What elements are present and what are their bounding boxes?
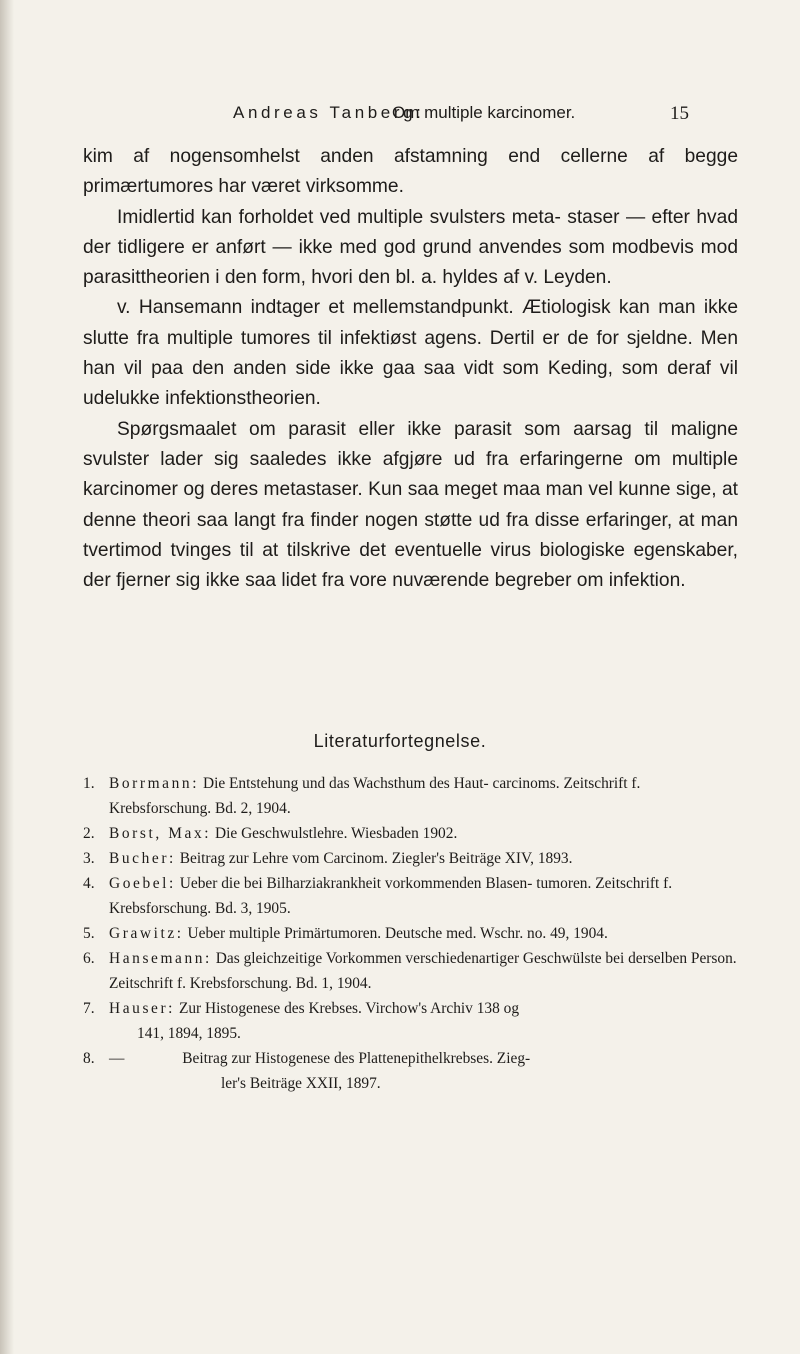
- reference-number: 4.: [83, 875, 95, 892]
- paragraph-3: v. Hansemann indtager et mellemstandpunkt. Ætiologisk kan man ikke slutte fra multiple tumores til infektiøst agens. Dertil er de for sjeldne. Men han vil paa den anden side ikke gaa saa vidt som Keding, som deraf vil udelukke infektionstheorien.: [83, 297, 738, 410]
- reference-author: Hansemann:: [109, 950, 212, 967]
- reference-author: —: [109, 1050, 125, 1067]
- reference-text: Beitrag zur Histogenese des Plattenepithelkrebses. Zieg-: [182, 1050, 531, 1067]
- reference-item: [83, 871, 739, 921]
- paragraph-2: Imidlertid kan forholdet ved multiple svulsters meta- staser — efter hvad der tidligere er anført — ikke med god grund anvendes som modbevis mod parasittheorien i den form, hvori den bl. a. hyldes af v. Leyden.: [83, 206, 738, 289]
- reference-list: [83, 771, 739, 1096]
- page-edge-shadow: [0, 0, 14, 1354]
- reference-number: 7.: [83, 1000, 95, 1017]
- running-head-author: Andreas Tanberg:: [233, 103, 425, 122]
- reference-text: Ueber multiple Primärtumoren. Deutsche med. Wschr. no. 49, 1904.: [187, 925, 608, 942]
- reference-text: Ueber die bei Bilharziakrankheit vorkommenden Blasen- tumoren. Zeitschrift f. Krebsforschung. Bd. 3, 1905.: [109, 875, 673, 917]
- reference-author: Borrmann:: [109, 775, 200, 792]
- reference-item: [83, 821, 739, 846]
- paragraph-1: kim af nogensomhelst anden afstamning end cellerne af begge primærtumores har været virksomme.: [83, 146, 738, 198]
- reference-author: Grawitz:: [109, 925, 184, 942]
- reference-text: Die Geschwulstlehre. Wiesbaden 1902.: [215, 825, 458, 842]
- reference-author: Goebel:: [109, 875, 176, 892]
- running-head-title: Om multiple karcinomer.: [392, 103, 576, 122]
- body-text: [83, 142, 738, 596]
- reference-item: [83, 921, 739, 946]
- reference-number: 2.: [83, 825, 95, 842]
- reference-item: [83, 996, 739, 1046]
- reference-text: Das gleichzeitige Vorkommen verschiedenartiger Geschwülste bei derselben Person. Zeitschrift f. Krebsforschung. Bd. 1, 1904.: [109, 950, 737, 992]
- literature-heading: Literaturfortegnelse.: [313, 731, 487, 751]
- reference-number: 1.: [83, 775, 95, 792]
- reference-text: Zur Histogenese des Krebses. Virchow's Archiv 138 og: [178, 1000, 520, 1017]
- reference-text-continued: ler's Beiträge XXII, 1897.: [221, 1075, 381, 1092]
- reference-item: [83, 946, 739, 996]
- reference-text: Beitrag zur Lehre vom Carcinom. Ziegler's Beiträge XIV, 1893.: [179, 850, 573, 867]
- reference-number: 3.: [83, 850, 95, 867]
- page-number: 15: [670, 103, 689, 124]
- reference-number: 6.: [83, 950, 95, 967]
- paragraph-4: Spørgsmaalet om parasit eller ikke parasit som aarsag til maligne svulster lader sig saaledes ikke afgjøre ud fra erfaringerne om multiple karcinomer og deres metastaser. Kun saa meget maa man vel kunne sige, at denne theori saa langt fra finder nogen støtte ud fra disse erfaringer, at man tvertimod tvinges til at tilskrive det eventuelle virus biologiske egenskaber, der fjerner sig ikke saa lidet fra vore nuværende begreber om infektion.: [83, 418, 738, 592]
- reference-author: Hauser:: [109, 1000, 176, 1017]
- reference-item: [83, 771, 739, 821]
- running-head: [0, 103, 800, 133]
- reference-number: 8.: [83, 1050, 95, 1067]
- reference-author: Borst, Max:: [109, 825, 212, 842]
- reference-item: [83, 1046, 739, 1096]
- reference-item: [83, 846, 739, 871]
- reference-number: 5.: [83, 925, 95, 942]
- reference-text: Die Entstehung und das Wachsthum des Haut- carcinoms. Zeitschrift f. Krebsforschung. Bd. 2, 1904.: [109, 775, 641, 817]
- reference-text-continued: 141, 1894, 1895.: [137, 1025, 241, 1042]
- reference-author: Bucher:: [109, 850, 176, 867]
